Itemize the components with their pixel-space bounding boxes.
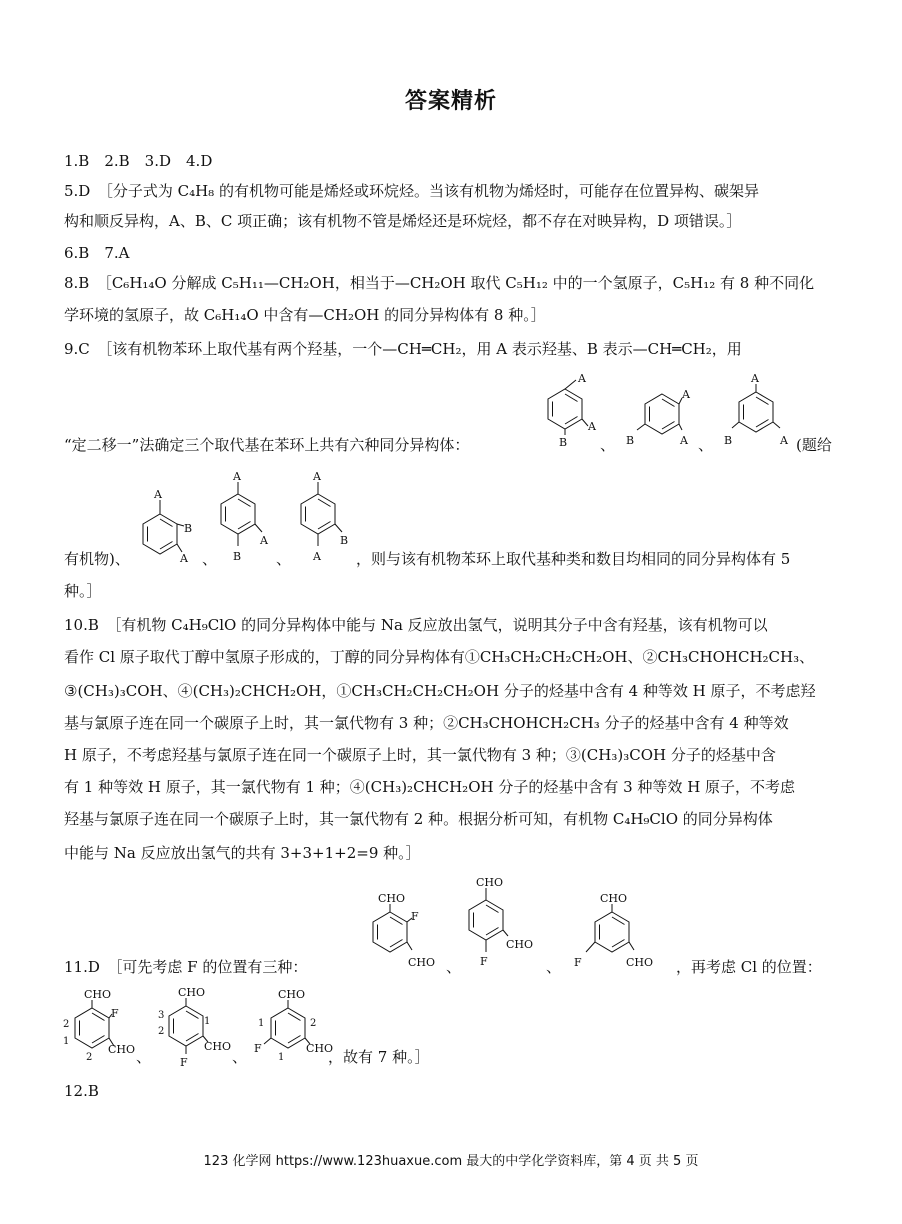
label-F: F xyxy=(111,1007,119,1020)
answer-line: 10.B ［有机物 C₄H₉ClO 的同分异构体中能与 Na 反应放出氢气，说明其分子中含有羟基，该有机物可以 xyxy=(64,616,768,634)
label-CHO: CHO xyxy=(378,892,406,905)
answer-line: 种。］ xyxy=(64,582,102,600)
answer-line: 1.B 2.B 3.D 4.D xyxy=(64,152,213,170)
answer-line: 基与氯原子连在同一个碳原子上时，其一氯代物有 3 种；②CH₃CHOHCH₂CH₃ 分子的烃基中含有 4 种等效 xyxy=(64,714,789,732)
benzene-structure-q11-2 xyxy=(458,872,548,972)
answer-line-tail: ，再考虑 Cl 的位置： xyxy=(676,958,822,976)
position-number: 2 xyxy=(63,1019,70,1030)
position-number: 1 xyxy=(258,1018,265,1029)
benzene-structure-q9-4 xyxy=(124,484,204,572)
answer-line: ③(CH₃)₃COH、④(CH₃)₂CHCH₂OH，①CH₃CH₂CH₂CH₂OH 分子的烃基中含有 4 种等效 H 原子，不考虑羟 xyxy=(64,682,816,700)
answer-line-tail: (题给 xyxy=(796,436,832,454)
label-B: B xyxy=(724,434,733,447)
position-number: 3 xyxy=(158,1010,165,1021)
label-F: F xyxy=(480,955,488,968)
answer-line-tail: ，故有 7 种。］ xyxy=(328,1048,430,1066)
label-CHO: CHO xyxy=(506,938,534,951)
position-number: 1 xyxy=(63,1036,70,1047)
label-A: A xyxy=(780,434,788,447)
label-A: A xyxy=(313,470,321,483)
answer-line: 11.D ［可先考虑 F 的位置有三种： xyxy=(64,958,308,976)
label-A: A xyxy=(260,534,268,547)
position-number: 2 xyxy=(310,1018,317,1029)
label-F: F xyxy=(411,910,419,923)
separator: 、 xyxy=(136,1048,152,1066)
answer-line: 学环境的氢原子，故 C₆H₁₄O 中含有—CH₂OH 的同分异构体有 8 种。］ xyxy=(64,306,546,324)
label-B: B xyxy=(184,522,193,535)
label-CHO: CHO xyxy=(600,892,628,905)
label-A: A xyxy=(588,420,596,433)
label-A: A xyxy=(233,470,241,483)
benzene-structure-q11-4 xyxy=(62,986,142,1080)
answer-line: 6.B 7.A xyxy=(64,244,130,262)
benzene-structure-q9-5 xyxy=(212,468,284,572)
benzene-structure-q11-3 xyxy=(566,890,670,984)
label-B: B xyxy=(559,436,568,449)
benzene-structure-q11-1 xyxy=(356,890,446,984)
benzene-structure-q9-1 xyxy=(540,372,610,456)
answer-line: H 原子，不考虑羟基与氯原子连在同一个碳原子上时，其一氯代物有 3 种；③(CH₃)₃COH 分子的烃基中含 xyxy=(64,746,776,764)
label-A: A xyxy=(578,372,586,385)
page-title: 答案精析 xyxy=(404,88,497,114)
answer-line: 有 1 种等效 H 原子，其一氯代物有 1 种；④(CH₃)₂CHCH₂OH 分子的烃基中含有 3 种等效 H 原子，不考虑 xyxy=(64,778,796,796)
separator: 、 xyxy=(232,1048,248,1066)
answer-line-tail: ，则与该有机物苯环上取代基种类和数目均相同的同分异构体有 5 xyxy=(356,550,791,568)
label-CHO: CHO xyxy=(204,1040,232,1053)
answer-line: 羟基与氯原子连在同一个碳原子上时，其一氯代物有 2 种。根据分析可知，有机物 C₄H₉ClO 的同分异构体 xyxy=(64,810,773,828)
label-A: A xyxy=(154,488,162,501)
label-CHO: CHO xyxy=(108,1043,136,1056)
label-F: F xyxy=(254,1042,262,1055)
answer-line: 8.B ［C₆H₁₄O 分解成 C₅H₁₁—CH₂OH，相当于—CH₂OH 取代 C₅H₁₂ 中的一个氢原子，C₅H₁₂ 有 8 种不同化 xyxy=(64,274,815,292)
benzene-structure-q9-6 xyxy=(292,468,364,572)
label-CHO: CHO xyxy=(408,956,436,969)
label-A: A xyxy=(751,372,759,385)
position-number: 1 xyxy=(204,1016,211,1027)
label-CHO: CHO xyxy=(84,988,112,1001)
separator: 、 xyxy=(546,958,562,976)
label-B: B xyxy=(233,550,242,563)
label-A: A xyxy=(680,434,688,447)
label-CHO: CHO xyxy=(278,988,306,1001)
label-A: A xyxy=(180,552,188,565)
label-F: F xyxy=(574,956,582,969)
position-number: 1 xyxy=(278,1052,285,1063)
separator: 、 xyxy=(202,550,218,568)
benzene-structure-q9-2 xyxy=(622,384,702,458)
label-CHO: CHO xyxy=(626,956,654,969)
separator: 、 xyxy=(276,550,292,568)
answer-line: 中能与 Na 反应放出氢气的共有 3+3+1+2=9 种。］ xyxy=(64,844,421,862)
label-B: B xyxy=(340,534,349,547)
label-CHO: CHO xyxy=(306,1042,334,1055)
separator: 、 xyxy=(698,436,714,454)
position-number: 2 xyxy=(158,1026,165,1037)
answer-line: 12.B xyxy=(64,1082,99,1100)
answer-line: 构和顺反异构，A、B、C 项正确；该有机物不管是烯烃还是环烷烃，都不存在对映异构，D 项错误。］ xyxy=(64,212,742,230)
benzene-structure-q11-5 xyxy=(152,984,234,1084)
page-footer: 123 化学网 https://www.123huaxue.com 最大的中学化学资料库，第 4 页 共 5 页 xyxy=(203,1154,699,1169)
label-CHO: CHO xyxy=(178,986,206,999)
label-CHO: CHO xyxy=(476,876,504,889)
separator: 、 xyxy=(600,436,616,454)
benzene-structure-q11-6 xyxy=(250,986,334,1082)
position-number: 2 xyxy=(86,1052,93,1063)
separator: 、 xyxy=(446,958,462,976)
answer-line: “定二移一”法确定三个取代基在苯环上共有六种同分异构体： xyxy=(64,436,470,454)
label-B: B xyxy=(626,434,635,447)
label-A: A xyxy=(682,388,690,401)
answer-line: 5.D ［分子式为 C₄H₈ 的有机物可能是烯烃或环烷烃。当该有机物为烯烃时，可能存在位置异构、碳架异 xyxy=(64,182,759,200)
label-F: F xyxy=(180,1056,188,1069)
answer-line: 有机物)、 xyxy=(64,550,130,568)
answer-line: 看作 Cl 原子取代丁醇中氢原子形成的，丁醇的同分异构体有①CH₃CH₂CH₂CH₂OH、②CH₃CHOHCH₂CH₃、 xyxy=(64,648,815,666)
answer-line: 9.C ［该有机物苯环上取代基有两个羟基，一个—CH═CH₂，用 A 表示羟基、B 表示—CH═CH₂，用 xyxy=(64,340,742,358)
benzene-structure-q9-3 xyxy=(716,370,802,460)
label-A: A xyxy=(313,550,321,563)
